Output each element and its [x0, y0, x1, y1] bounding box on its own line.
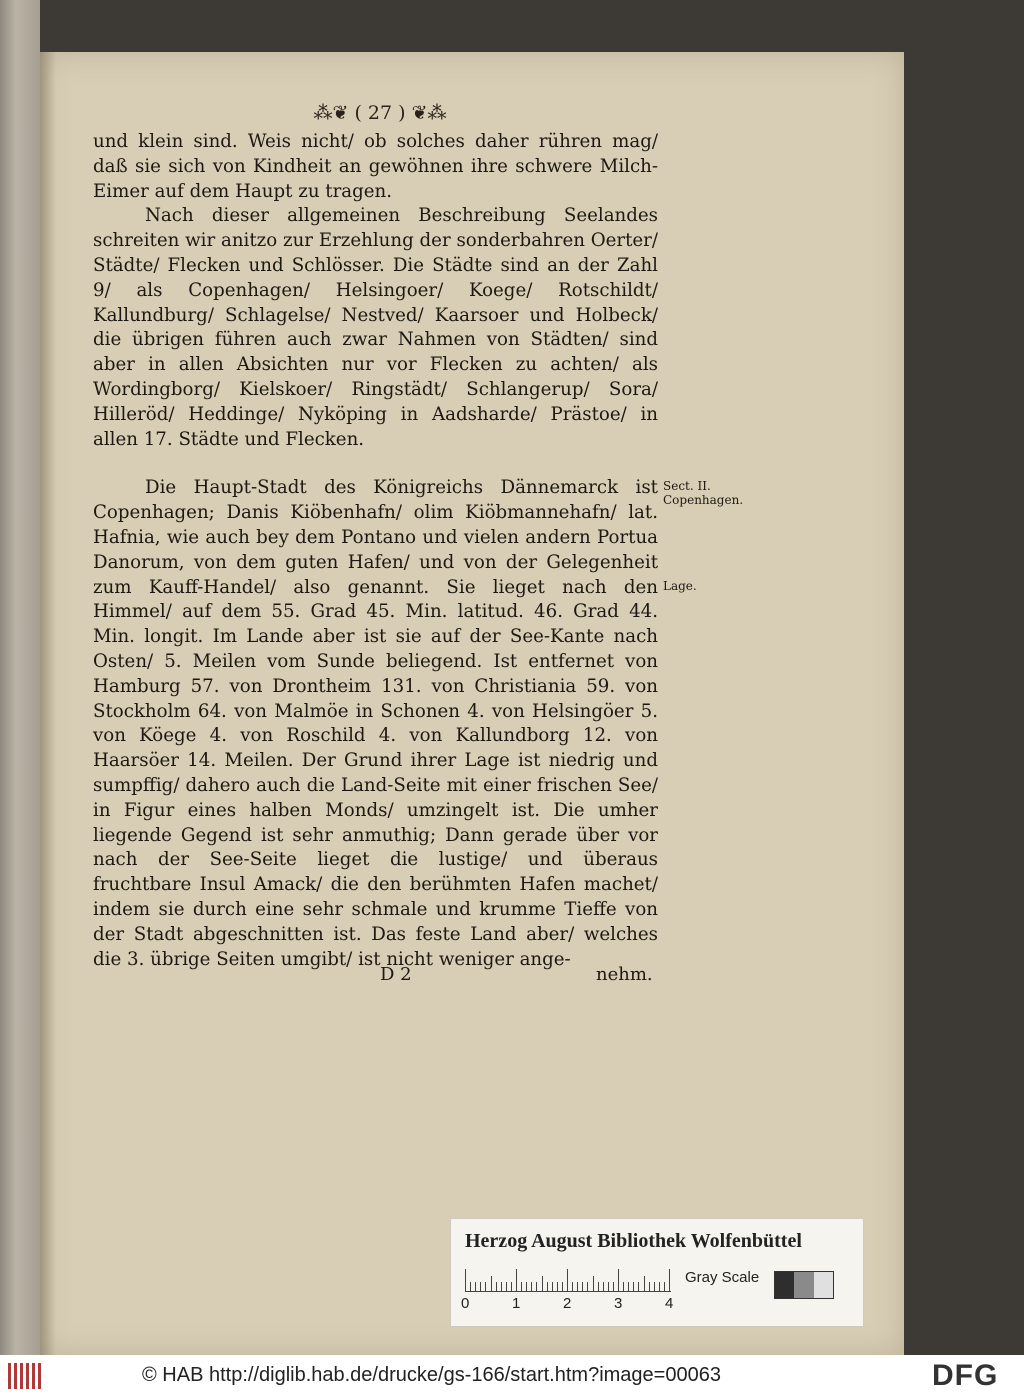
paragraph: und klein sind. Weis nicht/ ob solches daher rühren mag/ daß sie sich von Kindheit an gewöhnen ihre schwere Milch-Eimer auf dem Haupt zu tragen.	[93, 131, 658, 202]
ruler-tick	[659, 1282, 660, 1291]
ruler-tick	[613, 1282, 614, 1291]
ruler-tick	[623, 1282, 624, 1291]
footer-bar	[0, 1355, 1024, 1397]
page-number: ( 27 )	[354, 102, 406, 124]
library-color-target	[450, 1218, 864, 1327]
ornament-left: ⁂❦	[313, 102, 355, 124]
ruler-number: 2	[563, 1295, 572, 1312]
barcode-icon	[8, 1363, 44, 1389]
ruler-tick	[485, 1282, 486, 1291]
ruler-number: 4	[665, 1295, 674, 1312]
running-head	[280, 102, 480, 124]
ruler-tick	[582, 1282, 583, 1291]
ruler-tick	[593, 1276, 594, 1291]
ruler	[465, 1267, 671, 1292]
margin-note-lage: Lage.	[663, 579, 697, 593]
page-gutter	[40, 52, 56, 1355]
ruler-tick	[562, 1282, 563, 1291]
ruler-tick	[480, 1282, 481, 1291]
gray-chip-mid	[794, 1272, 813, 1298]
gray-chip-dark	[775, 1272, 794, 1298]
ruler-tick	[649, 1282, 650, 1291]
ruler-tick	[587, 1282, 588, 1291]
body-text	[93, 130, 658, 972]
ruler-tick	[572, 1282, 573, 1291]
ruler-tick	[638, 1282, 639, 1291]
ruler-tick	[608, 1282, 609, 1291]
margin-note-section: Sect. II. Copenhagen.	[663, 479, 744, 507]
signature-mark: D 2	[380, 964, 412, 985]
ruler-tick	[491, 1276, 492, 1291]
ruler-tick	[531, 1282, 532, 1291]
library-name: Herzog August Bibliothek Wolfenbüttel	[465, 1230, 802, 1252]
ruler-tick	[654, 1282, 655, 1291]
catchword: nehm.	[596, 964, 653, 985]
ruler-tick	[567, 1269, 568, 1291]
ruler-tick	[511, 1282, 512, 1291]
ruler-tick	[542, 1276, 543, 1291]
ruler-number: 0	[461, 1295, 470, 1312]
ruler-number: 1	[512, 1295, 521, 1312]
footer-credit-link[interactable]: © HAB http://diglib.hab.de/drucke/gs-166/start.htm?image=00063	[142, 1364, 721, 1386]
dfg-logo: DFG	[932, 1359, 999, 1392]
ornament-right: ❦⁂	[405, 102, 447, 124]
ruler-tick	[526, 1282, 527, 1291]
ruler-numbers	[461, 1295, 691, 1315]
ruler-tick	[506, 1282, 507, 1291]
ruler-tick	[633, 1282, 634, 1291]
ruler-tick	[536, 1282, 537, 1291]
ruler-tick	[475, 1282, 476, 1291]
ruler-tick	[501, 1282, 502, 1291]
gray-scale-chips	[774, 1271, 834, 1299]
ruler-tick	[465, 1269, 466, 1291]
ruler-tick	[603, 1282, 604, 1291]
ruler-tick	[628, 1282, 629, 1291]
ruler-tick	[557, 1282, 558, 1291]
paragraph: Nach dieser allgemeinen Beschreibung Seelandes schreiten wir anitzo zur Erzehlung der sonderbahren Oerter/ Städte/ Flecken und Schlösser. Die Städte sind an der Zahl 9/ als Copenhagen/ Helsingoer/ Koege/ Rotschildt/ Kallundburg/ Schlagelse/ Nestved/ Kaarsoer und Holbeck/ die übrigen führen auch zwar Nahmen von Städten/ sind aber in allen Absichten nur vor Flecken zu achten/ als Wordingborg/ Kielskoer/ Ringstädt/ Schlangerup/ Sora/ Hilleröd/ Heddinge/ Nyköping in Aadsharde/ Prästoe/ in allen 17. Städte und Flecken.	[93, 205, 658, 450]
ruler-number: 3	[614, 1295, 623, 1312]
gray-chip-light	[814, 1272, 833, 1298]
ruler-tick	[470, 1282, 471, 1291]
ruler-tick	[669, 1269, 670, 1291]
ruler-tick	[664, 1282, 665, 1291]
ruler-tick	[521, 1282, 522, 1291]
left-page-edge	[0, 0, 40, 1355]
ruler-tick	[644, 1276, 645, 1291]
ruler-tick	[598, 1282, 599, 1291]
ruler-tick	[496, 1282, 497, 1291]
ruler-tick	[547, 1282, 548, 1291]
ruler-tick	[577, 1282, 578, 1291]
ruler-tick	[552, 1282, 553, 1291]
gray-scale-label: Gray Scale	[685, 1269, 760, 1286]
ruler-tick	[618, 1269, 619, 1291]
ruler-tick	[516, 1269, 517, 1291]
paragraph: Die Haupt-Stadt des Königreichs Dännemarck ist Copenhagen; Danis Kiöbenhafn/ olim Kiöbmannehafn/ lat. Hafnia, wie auch bey dem Pontano und vielen andern Portua Danorum, von dem guten Hafen/ und von der Gelegenheit zum Kauff-Handel/ also genannt. Sie lieget nach den Himmel/ auf dem 55. Grad 45. Min. latitud. 46. Grad 44. Min. longit. Im Lande aber ist sie auf der See-Kante nach Osten/ 5. Meilen vom Sunde beliegend. Ist entfernet von Hamburg 57. von Drontheim 131. von Christiania 59. von Stockholm 64. von Malmöe in Schonen 4. von Helsingöer 5. von Köege 4. von Roschild 4. von Kallundborg 12. von Haarsöer 14. Meilen. Der Grund ihrer Lage ist niedrig und sumpffig/ dahero auch die Land-Seite mit einer frischen See/ in Figur eines halben Monds/ umzingelt ist. Die umher liegende Gegend ist sehr anmuthig; Dann gerade über vor nach der See-Seite lieget die lustige/ und überaus fruchtbare Insul Amack/ die den berühmten Hafen machet/ indem sie durch eine sehr schmale und krumme Tieffe von der Stadt abgeschnitten ist. Das feste Land aber/ welches die 3. übrige Seiten umgibt/ ist nicht weniger ange-	[93, 477, 658, 970]
